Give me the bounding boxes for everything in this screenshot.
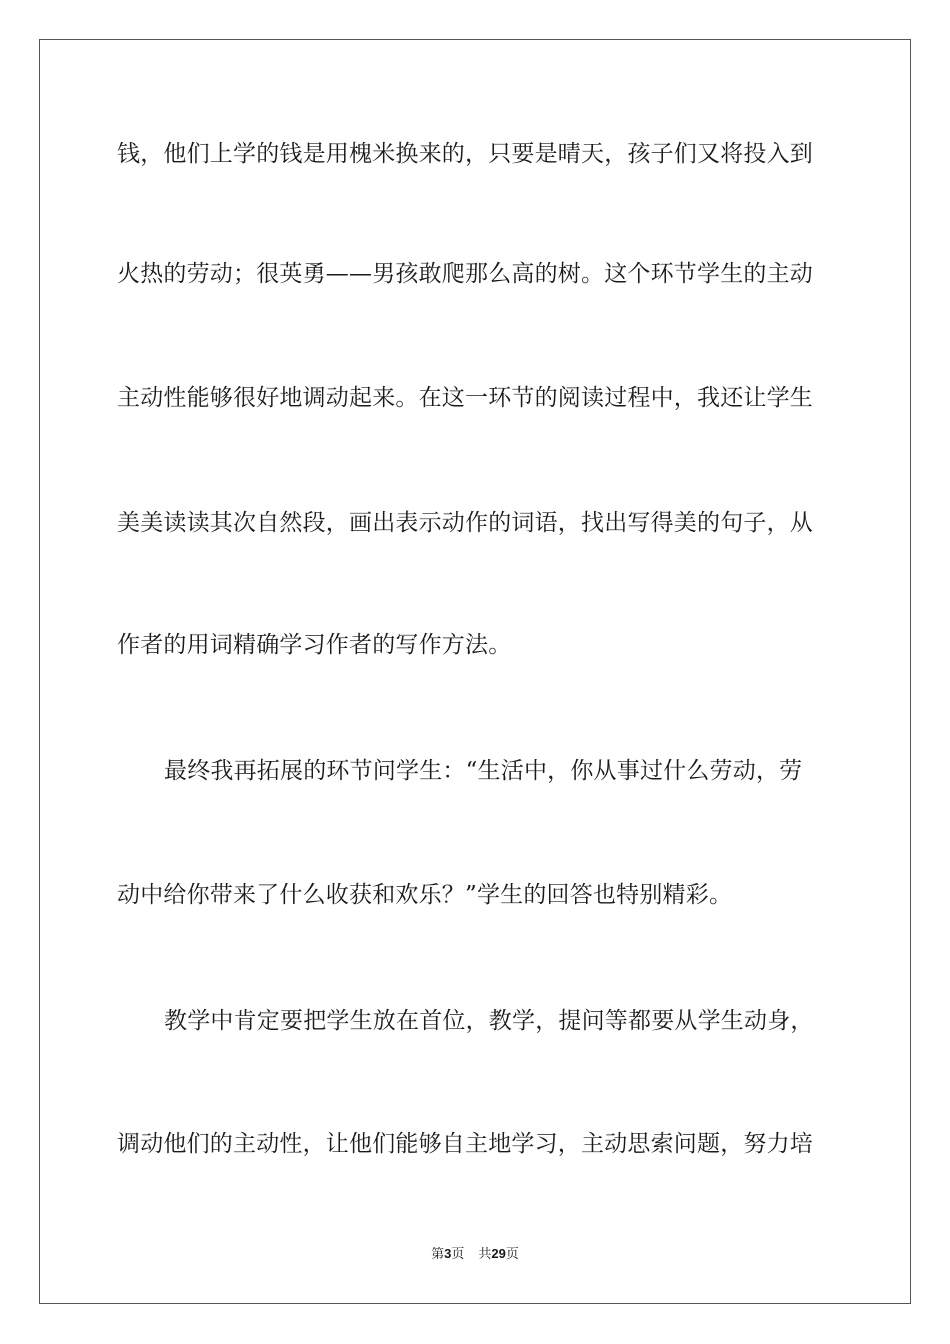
text-line-8: 教学中肯定要把学生放在首位，教学，提问等都要从学生动身， bbox=[164, 1008, 814, 1034]
text-line-9: 调动他们的主动性，让他们能够自主地学习，主动思索问题，努力培 bbox=[117, 1131, 813, 1157]
text-line-6: 最终我再拓展的环节问学生：“生活中，你从事过什么劳动，劳 bbox=[164, 758, 803, 784]
total-suffix: 页 bbox=[505, 1247, 519, 1262]
page-footer bbox=[0, 1245, 950, 1264]
text-line-4: 美美读读其次自然段，画出表示动作的词语，找出写得美的句子，从 bbox=[117, 510, 813, 536]
page-suffix: 页 bbox=[451, 1247, 465, 1262]
page-border bbox=[39, 39, 911, 1304]
page-prefix: 第 bbox=[431, 1247, 445, 1262]
page-number: 3 bbox=[444, 1246, 452, 1261]
text-line-2: 火热的劳动；很英勇——男孩敢爬那么高的树。这个环节学生的主动 bbox=[117, 261, 813, 287]
text-line-1: 钱，他们上学的钱是用槐米换来的，只要是晴天，孩子们又将投入到 bbox=[117, 141, 813, 167]
text-line-5: 作者的用词精确学习作者的写作方法。 bbox=[117, 632, 512, 658]
text-line-3: 主动性能够很好地调动起来。在这一环节的阅读过程中，我还让学生 bbox=[117, 385, 813, 411]
total-pages: 29 bbox=[491, 1246, 506, 1261]
total-prefix: 共 bbox=[478, 1247, 492, 1262]
text-line-7: 动中给你带来了什么收获和欢乐？”学生的回答也特别精彩。 bbox=[117, 882, 733, 908]
